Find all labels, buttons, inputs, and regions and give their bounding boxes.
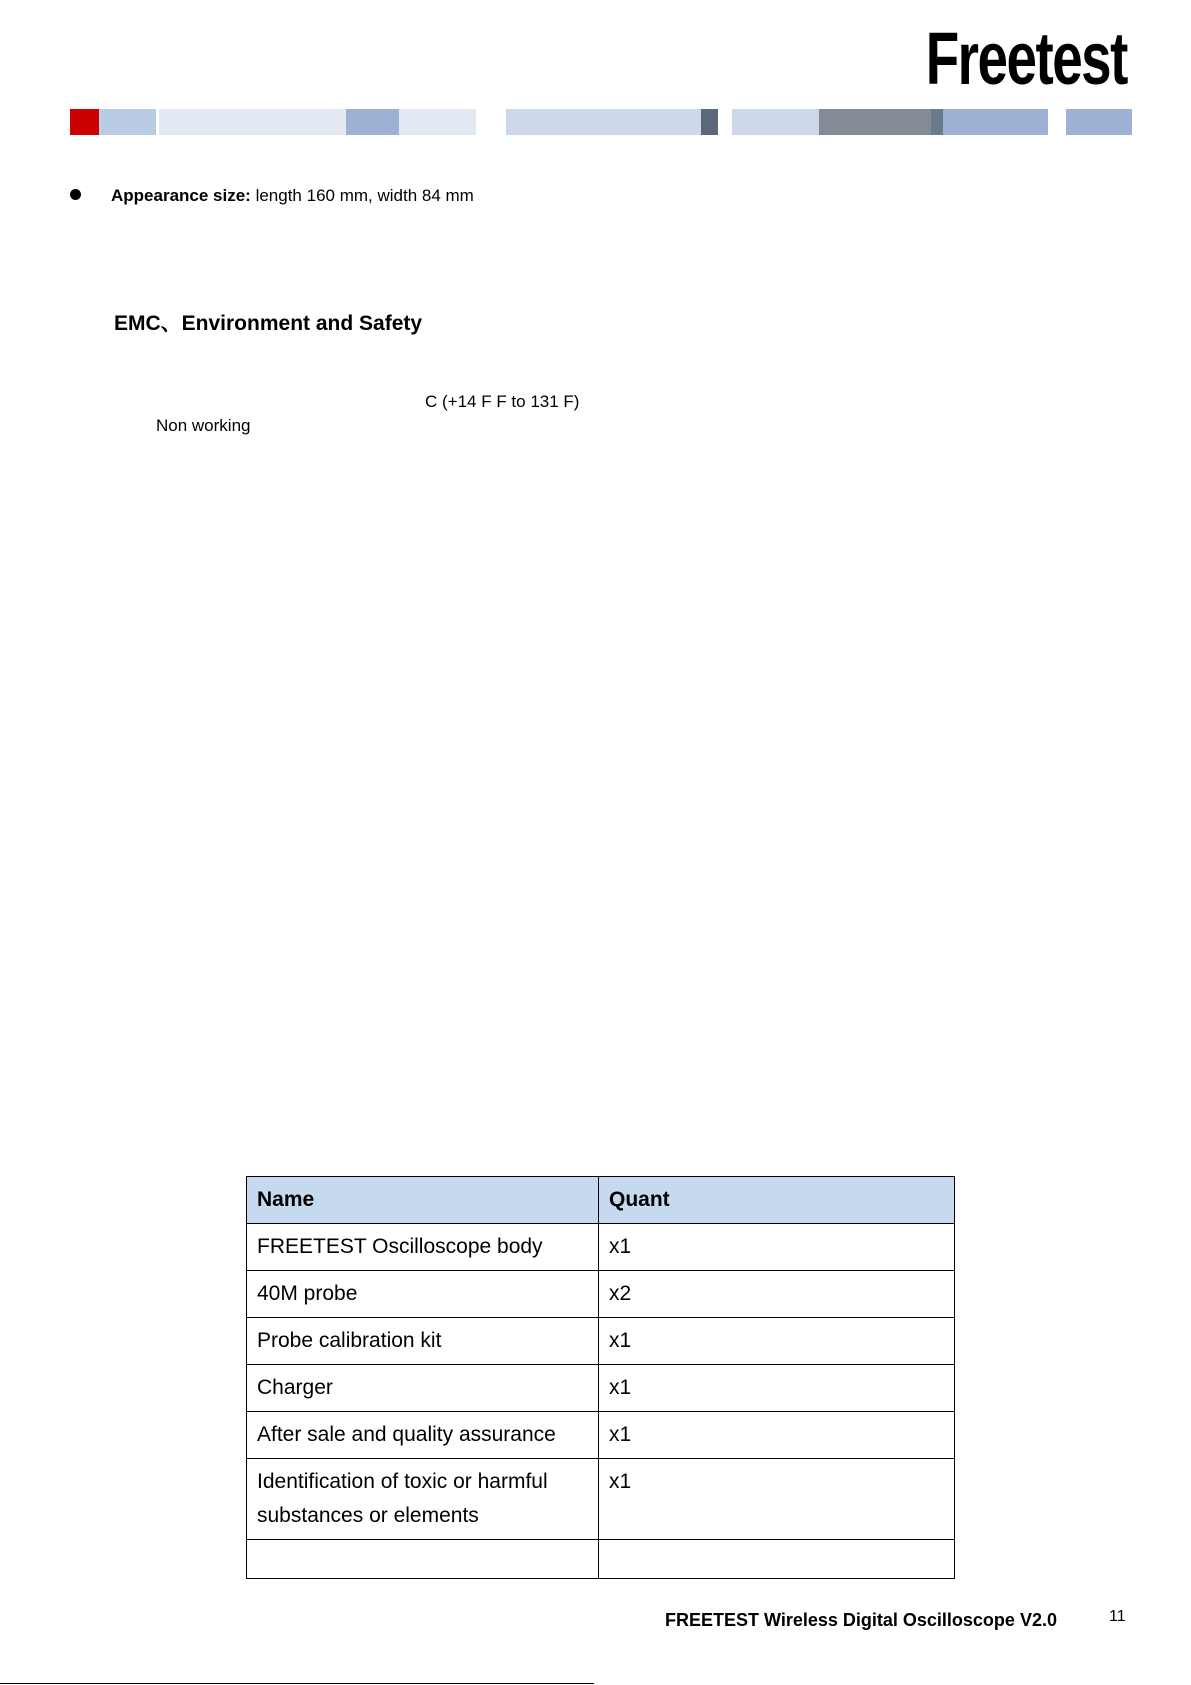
item-name: Identification of toxic or harmful substances or elements: [247, 1459, 599, 1540]
table-header-row: [247, 1177, 955, 1224]
item-quantity: x1: [599, 1365, 955, 1412]
stripe-slate-2: [931, 109, 943, 135]
page-number: 11: [1109, 1608, 1126, 1625]
stripe-mid-blue-3: [1066, 109, 1132, 135]
stripe-soft-blue-1: [506, 109, 701, 135]
appearance-size-label: Appearance size:: [111, 186, 251, 205]
item-name: Charger: [247, 1365, 599, 1412]
stripe-red-block: [70, 109, 99, 135]
table-row-empty: [247, 1540, 955, 1579]
table-row: [247, 1318, 955, 1365]
item-name: After sale and quality assurance: [247, 1412, 599, 1459]
appearance-size-item: [70, 183, 474, 209]
table-row: [247, 1224, 955, 1271]
item-name: Probe calibration kit: [247, 1318, 599, 1365]
bottom-divider: [0, 1683, 594, 1684]
header-name: Name: [247, 1177, 599, 1224]
section-heading: EMC、Environment and Safety: [114, 312, 423, 335]
item-quantity: x1: [599, 1224, 955, 1271]
temperature-fragment: C (+14 F F to 131 F): [425, 392, 580, 411]
table-row: [247, 1271, 955, 1318]
table-row: [247, 1365, 955, 1412]
stripe-soft-blue-2: [732, 109, 819, 135]
table-row: [247, 1459, 955, 1540]
header-quant: Quant: [599, 1177, 955, 1224]
stripe-pale-2: [399, 109, 476, 135]
footer-title: FREETEST Wireless Digital Oscilloscope V2.0: [665, 1610, 1057, 1630]
stripe-mid-blue-2: [943, 109, 1048, 135]
stripe-pale-1: [159, 109, 346, 135]
appearance-size-value: length 160 mm, width 84 mm: [250, 186, 474, 205]
item-name: FREETEST Oscilloscope body: [247, 1224, 599, 1271]
item-name: 40M probe: [247, 1271, 599, 1318]
item-quantity: x1: [599, 1459, 955, 1540]
table-row: [247, 1412, 955, 1459]
item-quantity: x1: [599, 1412, 955, 1459]
item-quantity: x1: [599, 1318, 955, 1365]
freetest-logo: Freetest: [925, 17, 1127, 100]
non-working-label: Non working: [156, 416, 251, 435]
stripe-mid-blue-1: [346, 109, 399, 135]
item-quantity: [599, 1540, 955, 1579]
stripe-slate-1: [701, 109, 718, 135]
bullet-icon: [70, 189, 81, 200]
packing-list-table: [246, 1176, 955, 1579]
stripe-light-blue-1: [99, 109, 156, 135]
item-name: [247, 1540, 599, 1579]
item-quantity: x2: [599, 1271, 955, 1318]
stripe-gray: [819, 109, 931, 135]
